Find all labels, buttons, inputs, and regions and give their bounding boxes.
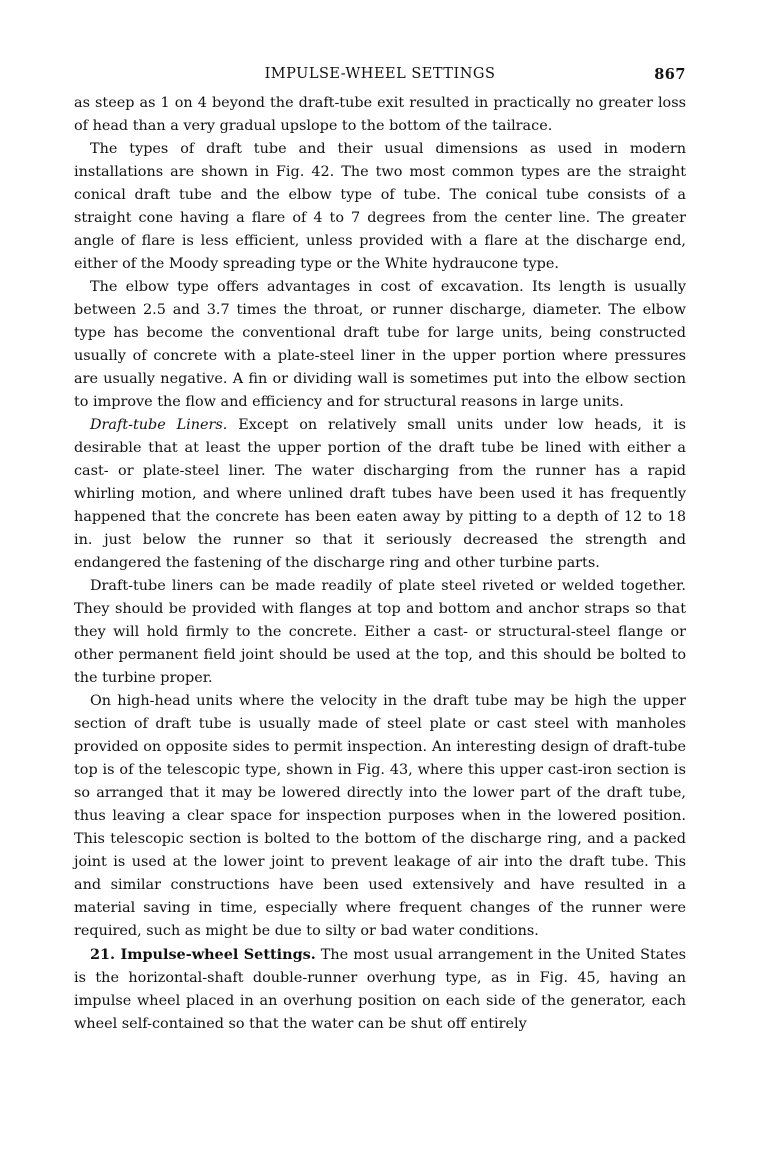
- page-number: 867: [654, 66, 686, 83]
- book-page: [74, 64, 686, 1036]
- paragraph-draft-tube-types: [74, 138, 686, 276]
- paragraph-high-head-units: [74, 690, 686, 943]
- paragraph-impulse-wheel-settings: [74, 943, 686, 1036]
- paragraph-text: The most usual arrangement in the United States is the horizontal-shaft double-runner overhung type, as in Fig. 45, having an impulse wheel placed in an overhung position on each side of the generator, each wheel self-contained so that the water can be shut off entirely: [74, 947, 687, 1032]
- section-heading: 21. Impulse-wheel Settings.: [90, 946, 316, 963]
- paragraph-text: Draft-tube liners can be made readily of plate steel riveted or welded together. They should be provided with flanges at top and bottom and anchor straps so that they will hold firmly to the concrete. Either a cast- or structural-steel flange or other permanent field joint should be used at the top, and this should be bolted to the turbine proper.: [74, 578, 686, 686]
- paragraph-text: Except on relatively small units under low heads, it is desirable that at least the upper portion of the draft tube be lined with either a cast- or plate-steel liner. The water discharging from the runner has a rapid whirling motion, and where unlined draft tubes have been used it has frequently happened that the concrete has been eaten away by pitting to a depth of 12 to 18 in. just below the runner so that it seriously decreased the strength and endangered the fastening of the discharge ring and other turbine parts.: [74, 417, 686, 571]
- paragraph-text: The types of draft tube and their usual dimensions as used in modern installations are shown in Fig. 42. The two most common types are the straight conical draft tube and the elbow type of tube. The conical tube consists of a straight cone having a flare of 4 to 7 degrees from the center line. The greater angle of flare is less efficient, unless provided with a flare at the discharge end, either of the Moody spreading type or the White hydraucone type.: [74, 141, 686, 272]
- paragraph-text: The elbow type offers advantages in cost of excavation. Its length is usually between 2.5 and 3.7 times the throat, or runner discharge, diameter. The elbow type has become the conventional draft tube for large units, being constructed usually of concrete with a plate-steel liner in the upper portion where pressures are usually negative. A fin or dividing wall is sometimes put into the elbow section to improve the flow and efficiency and for structural reasons in large units.: [74, 279, 686, 410]
- paragraph-text: as steep as 1 on 4 beyond the draft-tube exit resulted in practically no greater loss of head than a very gradual upslope to the bottom of the tailrace.: [74, 95, 686, 134]
- running-head: [74, 64, 686, 88]
- body-text: [74, 92, 686, 1036]
- paragraph-draft-tube-liners: [74, 414, 686, 575]
- paragraph-continued: [74, 92, 686, 138]
- running-title: IMPULSE-WHEEL SETTINGS: [264, 66, 496, 82]
- paragraph-liner-construction: [74, 575, 686, 690]
- paragraph-text: On high-head units where the velocity in the draft tube may be high the upper section of draft tube is usually made of steel plate or cast steel with manholes provided on opposite sides to permit inspection. An interesting design of draft-tube top is of the telescopic type, shown in Fig. 43, where this upper cast-iron section is so arranged that it may be lowered directly into the lower part of the draft tube, thus leaving a clear space for inspection purposes when in the lowered position. This telescopic section is bolted to the bottom of the discharge ring, and a packed joint is used at the lower joint to prevent leakage of air into the draft tube. This and similar constructions have been used extensively and have resulted in a material saving in time, especially where frequent changes of the runner were required, such as might be due to silty or bad water conditions.: [74, 693, 686, 939]
- run-in-heading: Draft-tube Liners.: [90, 417, 228, 433]
- paragraph-elbow-type: [74, 276, 686, 414]
